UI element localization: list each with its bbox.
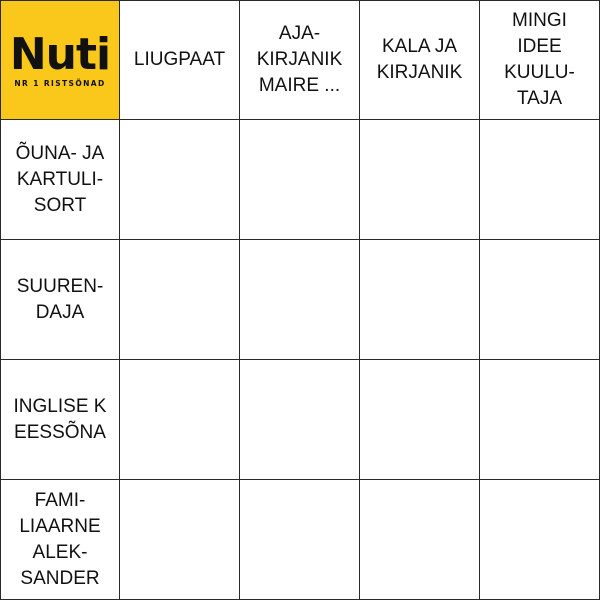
answer-cell[interactable] <box>360 360 480 480</box>
row-clue: INGLISE K EESSÕNA <box>13 395 107 443</box>
logo-cell <box>0 0 120 120</box>
answer-cell[interactable] <box>120 120 240 240</box>
row-clue-cell <box>0 240 120 360</box>
answer-cell[interactable] <box>480 240 600 360</box>
answer-cell[interactable] <box>480 480 600 600</box>
answer-cell[interactable] <box>360 240 480 360</box>
row-clue-cell <box>0 360 120 480</box>
answer-cell[interactable] <box>120 480 240 600</box>
answer-cell[interactable] <box>360 480 480 600</box>
row-clue-cell <box>0 480 120 600</box>
row-clue-cell <box>0 120 120 240</box>
column-clue-cell <box>240 0 360 120</box>
column-clue-cell <box>480 0 600 120</box>
logo-tagline: NR 1 RISTSÕNAD <box>14 78 106 88</box>
column-clue: AJA- KIRJANIK MAIRE ... <box>256 23 343 96</box>
answer-cell[interactable] <box>120 360 240 480</box>
row-clue: SUUREN- DAJA <box>16 275 104 323</box>
column-clue-cell <box>360 0 480 120</box>
column-clue: LIUGPAAT <box>133 49 226 70</box>
answer-cell[interactable] <box>360 120 480 240</box>
column-clue: KALA JA KIRJANIK <box>376 36 463 83</box>
answer-cell[interactable] <box>240 120 360 240</box>
column-clue-cell <box>120 0 240 120</box>
answer-cell[interactable] <box>240 240 360 360</box>
answer-cell[interactable] <box>480 120 600 240</box>
answer-cell[interactable] <box>240 480 360 600</box>
row-clue: FAMI- LIAARNE ALEK- SANDER <box>19 489 101 589</box>
column-clue: MINGI IDEE KUULU- TAJA <box>504 10 575 109</box>
logo-wordmark: Nuti <box>9 28 111 80</box>
answer-cell[interactable] <box>480 360 600 480</box>
row-clue: ÕUNA- JA KARTULI- SORT <box>15 142 105 216</box>
answer-cell[interactable] <box>120 240 240 360</box>
answer-cell[interactable] <box>240 360 360 480</box>
